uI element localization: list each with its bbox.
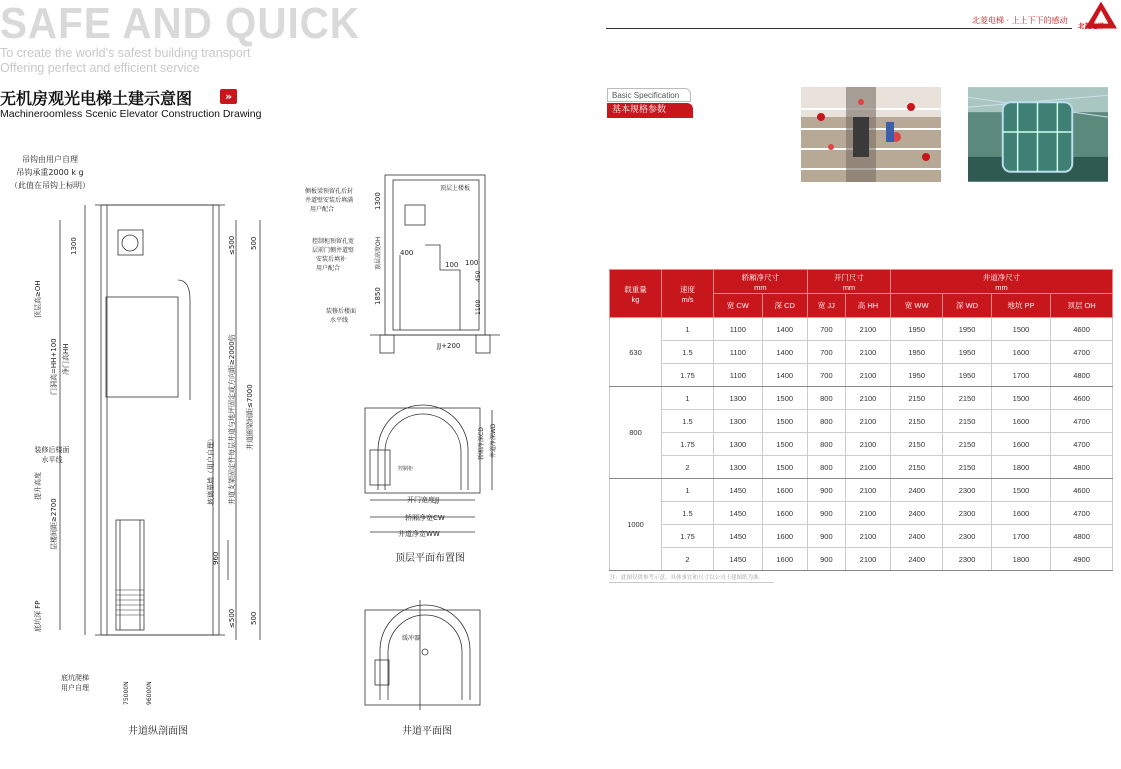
table-cell: 1.75 xyxy=(662,433,714,456)
header-shaft-unit: mm xyxy=(995,282,1008,292)
label-floor-distance: 层楼间距≥2700 xyxy=(50,498,58,550)
header-door-group xyxy=(807,270,890,294)
table-cell: 1 xyxy=(662,318,714,341)
table-cell: 1450 xyxy=(714,525,763,548)
header-car-label: 轿厢净尺寸 xyxy=(741,272,780,282)
table-cell: 1500 xyxy=(762,433,807,456)
table-cell: 4800 xyxy=(1051,364,1113,387)
header-speed-label: 速度 xyxy=(680,284,695,294)
top-dim-100b: 100 xyxy=(465,259,479,267)
subheader-cell: 高 HH xyxy=(845,294,890,318)
table-cell: 2100 xyxy=(845,433,890,456)
table-cell: 1.75 xyxy=(662,364,714,387)
table-cell: 2100 xyxy=(845,548,890,571)
table-row xyxy=(610,387,1113,410)
top-dim-jj200: JJ+200 xyxy=(437,342,461,350)
table-cell: 800 xyxy=(807,387,845,410)
table-cell: 2400 xyxy=(891,502,943,525)
table-cell: 2100 xyxy=(845,341,890,364)
top-note-6: 层前门侧井道壁 xyxy=(312,247,355,254)
table-cell: 1600 xyxy=(991,410,1050,433)
table-cell: 1950 xyxy=(943,341,992,364)
header-speed xyxy=(662,270,714,318)
drawing-title-cn: 无机房观光电梯土建示意图 xyxy=(0,89,193,108)
table-cell: 1600 xyxy=(762,479,807,502)
table-cell: 2150 xyxy=(943,387,992,410)
atrium-photo-2 xyxy=(968,87,1108,182)
table-cell: 4900 xyxy=(1051,548,1113,571)
table-cell: 2100 xyxy=(845,364,890,387)
top-dim-1300: 1300 xyxy=(374,192,382,210)
table-cell: 700 xyxy=(807,341,845,364)
label-96000n: 96000N xyxy=(146,681,153,705)
label-glass-wall: 坡璃幕墙（用户自理） xyxy=(207,435,215,505)
table-cell: 800 xyxy=(807,456,845,479)
table-row xyxy=(610,433,1113,456)
table-cell: 2100 xyxy=(845,502,890,525)
table-cell: 2 xyxy=(662,456,714,479)
table-cell: 1600 xyxy=(762,548,807,571)
atrium-photo-1 xyxy=(801,87,941,182)
table-cell: 700 xyxy=(807,364,845,387)
header-shaft-label: 井道净尺寸 xyxy=(982,272,1021,282)
subheader-cell: 宽 JJ xyxy=(807,294,845,318)
table-cell: 1950 xyxy=(891,318,943,341)
table-cell: 1400 xyxy=(762,341,807,364)
spec-table xyxy=(609,269,1113,571)
subtitle-line-2: Offering perfect and efficient service xyxy=(0,61,200,75)
hook-note-3: （此值在吊钩上标明） xyxy=(10,181,90,190)
table-cell: 1600 xyxy=(762,502,807,525)
drawing-title-en: Machineroomless Scenic Elevator Construction Drawing xyxy=(0,108,262,120)
header-rule xyxy=(606,28,1072,29)
table-cell: 900 xyxy=(807,502,845,525)
hook-note-1: 吊钩由用户自理 xyxy=(22,155,78,164)
plan-car-width: 轿厢净宽CW xyxy=(405,514,445,522)
header-shaft-group xyxy=(891,270,1113,294)
table-cell: 1700 xyxy=(991,525,1050,548)
title-arrow-icon: » xyxy=(220,89,237,104)
dim-500-bottom: 500 xyxy=(250,611,258,625)
top-note-3: 用户配合 xyxy=(310,206,335,213)
table-cell: 900 xyxy=(807,479,845,502)
table-cell: 2300 xyxy=(943,502,992,525)
table-cell: 2400 xyxy=(891,525,943,548)
header-car-group xyxy=(714,270,808,294)
table-cell: 1500 xyxy=(762,456,807,479)
table-row xyxy=(610,525,1113,548)
table-cell: 1600 xyxy=(991,341,1050,364)
table-cell: 4800 xyxy=(1051,456,1113,479)
table-cell: 1.5 xyxy=(662,341,714,364)
table-cell: 4700 xyxy=(1051,410,1113,433)
dim-500-top: 500 xyxy=(250,236,258,250)
table-cell: 1450 xyxy=(714,479,763,502)
top-note-8: 用户配合 xyxy=(316,265,341,272)
hook-note-2: 吊钩承重2000 k g xyxy=(16,168,84,177)
label-travel: 提升高度 xyxy=(34,472,42,500)
table-cell: 2 xyxy=(662,548,714,571)
subheader-cell: 宽 CW xyxy=(714,294,763,318)
subheader-cell: 深 CD xyxy=(762,294,807,318)
header-load-unit: kg xyxy=(631,294,640,304)
dim-le500-bottom: ≤500 xyxy=(228,608,236,628)
subheader-cell: 地坑 PP xyxy=(991,294,1050,318)
table-cell: 2300 xyxy=(943,479,992,502)
table-cell: 1300 xyxy=(714,456,763,479)
label-pit-depth: 底坑深 FP xyxy=(34,600,42,632)
plan-door-width: 开门宽度JJ xyxy=(407,496,440,504)
table-cell: 1500 xyxy=(991,318,1050,341)
table-cell: 1700 xyxy=(991,364,1050,387)
table-cell: 1300 xyxy=(714,410,763,433)
subheader-cell: 深 WD xyxy=(943,294,992,318)
plan-caption: 井道平面图 xyxy=(402,726,452,737)
table-cell: 4700 xyxy=(1051,433,1113,456)
table-cell: 1500 xyxy=(991,479,1050,502)
table-cell: 1600 xyxy=(991,433,1050,456)
table-cell: 2150 xyxy=(891,410,943,433)
plan-control-cabinet: 控制柜 xyxy=(398,466,414,472)
dim-1300: 1300 xyxy=(70,237,78,255)
table-cell: 1500 xyxy=(991,387,1050,410)
table-row xyxy=(610,548,1113,571)
table-cell: 2100 xyxy=(845,318,890,341)
subheader-cell: 宽 WW xyxy=(891,294,943,318)
table-cell: 4600 xyxy=(1051,479,1113,502)
table-cell: 1100 xyxy=(714,341,763,364)
table-cell: 2150 xyxy=(943,433,992,456)
table-cell: 800 xyxy=(807,433,845,456)
table-cell: 2100 xyxy=(845,525,890,548)
table-cell: 1300 xyxy=(714,433,763,456)
table-cell: 2300 xyxy=(943,525,992,548)
table-cell: 1500 xyxy=(762,387,807,410)
table-cell: 1800 xyxy=(991,456,1050,479)
header-door-label: 开门尺寸 xyxy=(833,272,864,282)
table-cell: 1450 xyxy=(714,502,763,525)
table-row xyxy=(610,364,1113,387)
dim-960: 960 xyxy=(212,551,220,565)
subtitle-line-1: To create the world's safest building transport xyxy=(0,46,251,60)
top-note-2: 井道壁安装后填满 xyxy=(305,197,354,204)
table-cell: 1100 xyxy=(714,318,763,341)
table-cell: 1300 xyxy=(714,387,763,410)
table-cell: 900 xyxy=(807,548,845,571)
table-cell: 2100 xyxy=(845,456,890,479)
table-cell: 1500 xyxy=(762,410,807,433)
load-cell: 800 xyxy=(610,387,662,479)
table-cell: 2100 xyxy=(845,479,890,502)
table-cell: 1800 xyxy=(991,548,1050,571)
table-cell: 1950 xyxy=(943,364,992,387)
load-cell: 630 xyxy=(610,318,662,387)
top-note-5: 控制柜预留孔宽 xyxy=(312,238,355,245)
label-door-opening: 门洞高=HH+100 xyxy=(50,338,58,395)
plan-shaft-depth: 井道净深WD xyxy=(490,423,497,458)
table-row xyxy=(610,456,1113,479)
label-clear-door: 净门高HH xyxy=(62,343,70,375)
plan-car-depth: 轿厢净深CD xyxy=(478,427,485,460)
header-speed-unit: m/s xyxy=(681,294,694,304)
table-row xyxy=(610,502,1113,525)
top-dim-400: 400 xyxy=(400,249,414,257)
table-cell: 1400 xyxy=(762,318,807,341)
table-cell: 1 xyxy=(662,387,714,410)
table-cell: 1600 xyxy=(762,525,807,548)
load-cell: 1000 xyxy=(610,479,662,571)
table-cell: 700 xyxy=(807,318,845,341)
table-cell: 4600 xyxy=(1051,318,1113,341)
table-cell: 4600 xyxy=(1051,387,1113,410)
table-cell: 2100 xyxy=(845,387,890,410)
top-dim-1850: 1850 xyxy=(374,287,382,305)
table-cell: 2400 xyxy=(891,479,943,502)
table-cell: 2100 xyxy=(845,410,890,433)
top-dim-1100: 1100 xyxy=(475,299,482,315)
top-note-10: 水平线 xyxy=(330,317,349,324)
top-plan-caption: 顶层平面布置图 xyxy=(395,553,465,564)
table-note: 注：此图仅供参考示意，具体事宜和尺寸以公司土建图纸为准。 xyxy=(610,575,765,581)
spec-label-en: Basic Specification xyxy=(607,88,691,102)
table-row xyxy=(610,341,1113,364)
table-cell: 4700 xyxy=(1051,502,1113,525)
table-cell: 1950 xyxy=(891,364,943,387)
label-beam-spacing: 井道圈梁间距≤7000 xyxy=(246,384,254,450)
table-cell: 800 xyxy=(807,410,845,433)
table-cell: 1450 xyxy=(714,548,763,571)
table-cell: 1.5 xyxy=(662,410,714,433)
label-floor-mark: 装修后楼面 xyxy=(34,446,70,454)
label-overhead: 顶层高≥OH xyxy=(34,280,42,318)
table-cell: 2150 xyxy=(943,456,992,479)
table-cell: 2150 xyxy=(943,410,992,433)
label-pit-ladder-2: 用户自理 xyxy=(61,684,89,692)
top-note-4: 顶层上楼板 xyxy=(440,185,471,192)
label-75000n: 75000N xyxy=(123,681,130,705)
label-bracket: 井道支架固定件每层井道与地坪固定或方向距≥2000倍 xyxy=(228,334,236,505)
plan-shaft-width: 井道净宽WW xyxy=(398,530,440,538)
top-dim-450: 450 xyxy=(475,270,482,282)
header-load-label: 载重量 xyxy=(624,284,647,294)
brand-slogan: 北菱电梯 · 上上下下的感动 xyxy=(972,16,1068,25)
header-car-unit: mm xyxy=(754,282,767,292)
top-note-1: 侧板梁预留孔后封 xyxy=(305,188,354,195)
section-caption: 井道纵剖面图 xyxy=(128,726,188,737)
table-cell: 900 xyxy=(807,525,845,548)
plan-buffer: 缓冲器 xyxy=(402,635,421,642)
table-cell: 1.5 xyxy=(662,502,714,525)
table-row xyxy=(610,479,1113,502)
table-cell: 2150 xyxy=(891,387,943,410)
spec-label-cn: 基本规格参数 xyxy=(607,103,693,118)
table-row xyxy=(610,318,1113,341)
table-cell: 2300 xyxy=(943,548,992,571)
table-cell: 2150 xyxy=(891,456,943,479)
label-pit-ladder: 底坑爬梯 xyxy=(61,674,89,682)
table-cell: 1600 xyxy=(991,502,1050,525)
table-cell: 1950 xyxy=(891,341,943,364)
page-headline: SAFE AND QUICK xyxy=(0,0,360,48)
top-note-9: 装修后楼面 xyxy=(326,308,357,315)
top-label-overhead: 顶层高度OH xyxy=(375,236,382,270)
table-cell: 2150 xyxy=(891,433,943,456)
label-floor-mark-2: 水平线 xyxy=(41,456,63,464)
table-cell: 1 xyxy=(662,479,714,502)
subheader-cell: 顶层 OH xyxy=(1051,294,1113,318)
note-rule xyxy=(609,582,774,583)
table-cell: 1400 xyxy=(762,364,807,387)
table-cell: 1.75 xyxy=(662,525,714,548)
table-cell: 4700 xyxy=(1051,341,1113,364)
header-load xyxy=(610,270,662,318)
table-cell: 2400 xyxy=(891,548,943,571)
brand-logo-text: 北菱电梯 xyxy=(1078,22,1104,30)
table-row xyxy=(610,410,1113,433)
top-dim-100a: 100 xyxy=(445,261,459,269)
table-cell: 1950 xyxy=(943,318,992,341)
dim-le500-top: ≤500 xyxy=(228,235,236,255)
table-cell: 1100 xyxy=(714,364,763,387)
top-note-7: 安装后填补 xyxy=(316,256,347,263)
header-door-unit: mm xyxy=(842,282,856,292)
table-cell: 4800 xyxy=(1051,525,1113,548)
